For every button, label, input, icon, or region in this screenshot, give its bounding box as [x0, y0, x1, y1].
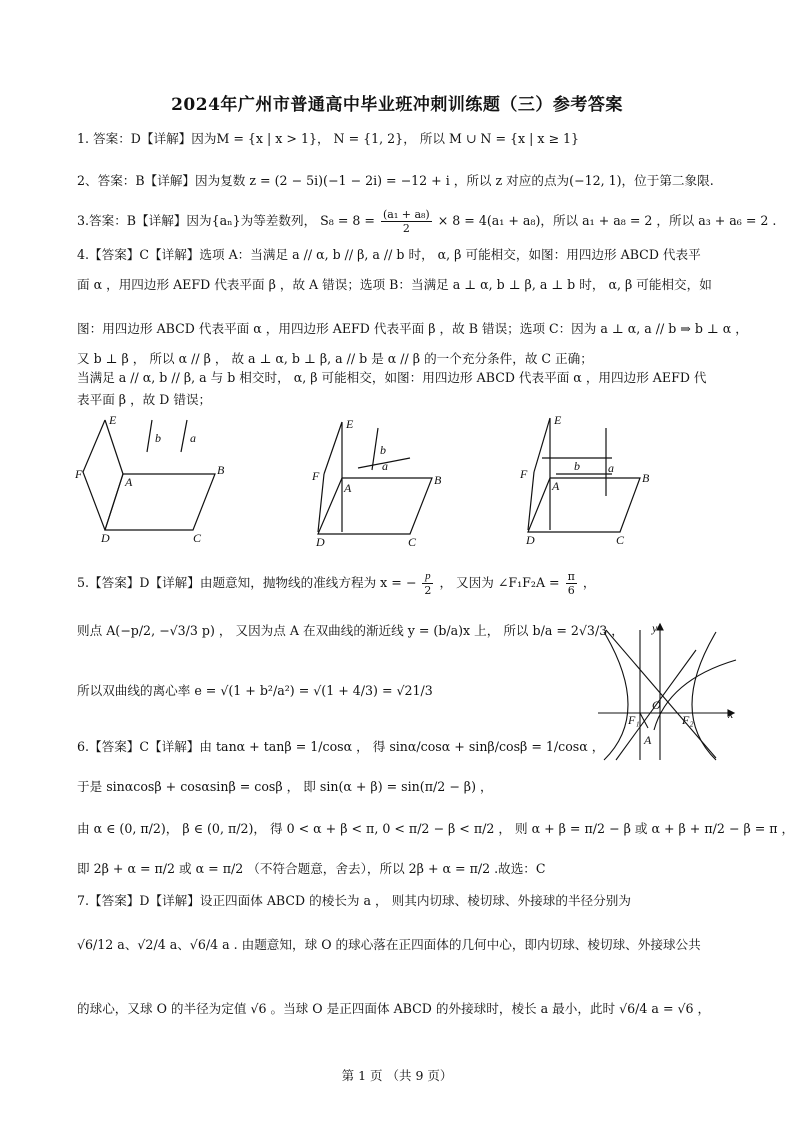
- figure-option-d: [516, 410, 666, 550]
- fraction-denominator: 6: [567, 584, 575, 597]
- answer-3-part-b: × 8 = 4(a₁ + a₈)，所以 a₁ + a₈ = 2 ，所以 a₃ + a₆ = 2 .: [437, 213, 777, 228]
- answer-3-part-a: 3.答案：B【详解】因为{aₙ}为等差数列， S₈ = 8 =: [77, 213, 375, 228]
- label-E: E: [554, 413, 562, 427]
- answer-5-line-1-part-b: ， 又因为 ∠F₁F₂A =: [439, 575, 560, 590]
- fraction-numerator: π: [567, 570, 575, 583]
- fraction-p-over-2: [422, 570, 433, 597]
- answer-3: [77, 208, 777, 235]
- axis-x-label: x: [728, 707, 734, 721]
- label-a: a: [190, 431, 196, 445]
- label-A: A: [344, 481, 352, 495]
- label-C: C: [408, 535, 417, 549]
- focus-f1-label: F₁: [628, 713, 640, 727]
- label-D: D: [526, 533, 535, 547]
- figure-option-a: [75, 410, 245, 550]
- label-D: D: [316, 535, 325, 549]
- point-a-label: A: [644, 733, 652, 747]
- answer-7-line-3: 的球心，又球 O 的半径为定值 √6 。当球 O 是正四面体 ABCD 的外接球时，棱长 a 最小，此时 √6/4 a = √6 ，: [77, 1001, 711, 1016]
- label-C: C: [193, 531, 202, 545]
- label-C: C: [616, 533, 625, 547]
- answer-4-line-6: 表平面 β ，故 D 错误；: [77, 392, 212, 407]
- answer-4-line-3: 图：用四边形 ABCD 代表平面 α ，用四边形 AEFD 代表平面 β ，故 B 错误；选项 C：因为 a ⊥ α, a // b ⇒ b ⊥ α ，: [77, 321, 748, 336]
- label-A: A: [552, 479, 560, 493]
- label-B: B: [434, 473, 442, 487]
- label-B: B: [217, 463, 225, 477]
- label-F: F: [75, 467, 83, 481]
- answer-4-line-1: 4.【答案】C【详解】选项 A：当满足 a // α, b // β, a // b 时， α, β 可能相交，如图：用四边形 ABCD 代表平: [77, 247, 701, 262]
- answer-5-line-3: 所以双曲线的离心率 e = √(1 + b²/a²) = √(1 + 4/3) = √21/3: [77, 683, 433, 698]
- label-A: A: [125, 475, 133, 489]
- label-B: B: [642, 471, 650, 485]
- answer-5-line-1-part-a: 5.【答案】D【详解】由题意知，抛物线的准线方程为 x = −: [77, 575, 417, 590]
- label-a: a: [608, 461, 614, 475]
- answer-4-line-5: 当满足 a // α, b // β, a 与 b 相交时， α, β 可能相交，如图：用四边形 ABCD 代表平面 α ，用四边形 AEFD 代: [77, 370, 707, 385]
- label-b: b: [380, 443, 386, 457]
- answer-6-line-1: 6.【答案】C【详解】由 tanα + tanβ = 1/cosα ， 得 sinα/cosα + sinβ/cosβ = 1/cosα ，: [77, 739, 605, 754]
- answer-3-fraction: [381, 208, 432, 235]
- answer-1: 1. 答案：D【详解】因为M = {x | x > 1}， N = {1, 2}， 所以 M ∪ N = {x | x ≥ 1}: [77, 131, 580, 146]
- label-E: E: [109, 413, 117, 427]
- answer-6-line-3: 由 α ∈ (0, π/2)， β ∈ (0, π/2)， 得 0 < α + β < π, 0 < π/2 − β < π/2 ， 则 α + β = π/2 − β 或 α + β + π/2 − β = π ，: [77, 821, 794, 836]
- label-D: D: [101, 531, 110, 545]
- answer-4-line-4: 又 b ⊥ β ， 所以 α // β ， 故 a ⊥ α, b ⊥ β, a // b 是 α // β 的一个充分条件，故 C 正确；: [77, 351, 593, 366]
- hyperbola-figure: [596, 620, 741, 762]
- answer-5-line-1: [77, 570, 727, 597]
- fraction-pi-over-6: [566, 570, 577, 597]
- answer-7-line-2: √6/12 a、√2/4 a、√6/4 a . 由题意知，球 O 的球心落在正四面体的几何中心，即内切球、棱切球、外接球公共: [77, 937, 701, 952]
- page-title: 2024年广州市普通高中毕业班冲刺训练题（三）参考答案: [171, 95, 623, 115]
- label-E: E: [346, 417, 354, 431]
- axis-y-label: y: [652, 621, 658, 635]
- page-footer: 第 1 页 （共 9 页）: [341, 1068, 453, 1083]
- label-a: a: [382, 459, 388, 473]
- answer-6-line-2: 于是 sinαcosβ + cosαsinβ = cosβ ， 即 sin(α + β) = sin(π/2 − β) ，: [77, 779, 493, 794]
- answer-6-line-4: 即 2β + α = π/2 或 α = π/2 （不符合题意，舍去），所以 2β + α = π/2 .故选：C: [77, 861, 546, 876]
- origin-label: O: [652, 698, 661, 712]
- label-F: F: [312, 469, 320, 483]
- answer-2: 2、答案：B【详解】因为复数 z = (2 − 5i)(−1 − 2i) = −12 + i ，所以 z 对应的点为(−12, 1)，位于第二象限.: [77, 173, 714, 188]
- fraction-denominator: 2: [402, 222, 410, 235]
- answer-7-line-1: 7.【答案】D【详解】设正四面体 ABCD 的棱长为 a ， 则其内切球、棱切球、外接球的半径分别为: [77, 893, 631, 908]
- focus-f2-label: F₂: [682, 713, 694, 727]
- figure-option-b: [310, 412, 460, 552]
- answer-5-line-2: 则点 A(−p/2, −√3/3 p) ， 又因为点 A 在双曲线的渐近线 y = (b/a)x 上， 所以 b/a = 2√3/3 ，: [77, 623, 624, 638]
- fraction-numerator: (a₁ + a₈): [382, 208, 430, 221]
- fraction-numerator: p: [422, 570, 433, 584]
- label-b: b: [155, 431, 161, 445]
- answer-4-line-2: 面 α ，用四边形 AEFD 代表平面 β ，故 A 错误；选项 B：当满足 a ⊥ α, b ⊥ β, a ⊥ b 时， α, β 可能相交，如: [77, 277, 712, 292]
- answer-5-line-1-part-c: ，: [582, 575, 596, 590]
- label-b: b: [574, 459, 580, 473]
- label-F: F: [520, 467, 528, 481]
- fraction-denominator: 2: [424, 584, 432, 597]
